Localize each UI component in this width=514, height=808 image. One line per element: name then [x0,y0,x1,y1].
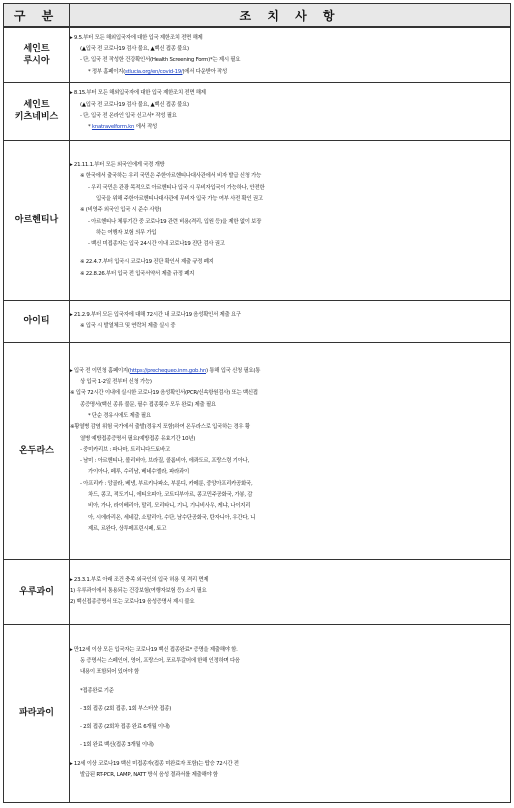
country-name-cell [4,82,70,140]
measure-line: ▸ 만12세 이상 모든 입국자는 코로나19 백신 접종완료* 증명을 제출해야 함. [70,646,238,653]
header-category: 구 분 [4,4,70,28]
measure-line: - 남미 : 아르헨티나, 볼리비아, 브라질, 콜롬비아, 에콰도르, 프랑스령 기아나, [80,458,249,465]
measure-line: ▸ 21.2.9.부터 모든 입국자에 대해 72시간 내 코로나19 음성확인서 제출 요구 [70,311,241,318]
measure-line: ※ (비영주 외국인 입국 시 준수 사항) [80,207,162,214]
website-link[interactable]: https://prechequeo.inm.gob.hn [129,367,206,374]
website-link[interactable]: knatravelform.kn [91,124,135,131]
row-saint-kitts-nevis [4,82,511,140]
measure-line: 차드, 콩고, 적도기니, 에티오피아, 코트디부아르, 콩고민주공화국, 가봉, 감 [88,492,253,499]
country-name-line: 키츠네비스 [14,112,59,122]
measure-line: * 단순 경유시에도 제출 필요 [88,412,151,419]
measures-cell [70,300,511,342]
measure-line: 제르, 르완다, 상투메프린시페, 토고 [88,525,167,532]
header-measures: 조 치 사 항 [70,4,511,28]
row-uruguay [4,559,511,624]
line-spacer [70,715,510,722]
measure-line: ▸ 입국 전 이민청 홈페이지(https://prechequeo.inm.gob.hn) 통해 입국 신청 필요(통 [70,367,261,374]
measure-line: (▲입국 전 코로나19 검사 불요, ▲백신 접종 불요) [80,101,189,108]
measure-line: - 우리 국민은 관광 목적으로 아르헨티나 입국 시 무비자입국이 가능하나, 안전한 [88,184,265,191]
country-name-line: 우루과이 [19,586,54,597]
measure-line: 발급된 RT-PCR, LAMP, NATT 방식 음성 결과서를 제출해야 함 [80,772,218,779]
measure-line: - 백신 미접종자는 입국 24시간 이내 코로나19 진단 검사 권고 [88,241,225,248]
measure-line: 열병 예방접종증명서 필요(예방접종 유효기간 10년) [80,435,196,442]
country-name-line: 루시아 [23,55,50,66]
measure-line: - 단, 입국 전 작성한 건강확인서(Health Screening Form)*는 제시 필요 [80,57,241,64]
measure-line: ※황열병 감염 위험 국가에서 출발(경유지 포함)하여 온두라스로 입국하는 경우 황 [70,424,250,431]
measure-line: ▸ 9.5.부터 모든 해외입국자에 대한 입국 제한조치 전면 해제 [70,34,203,41]
row-paraguay [4,624,511,802]
measure-line: - 아르헨티나 체류기간 중 코로나19 관련 비용(격리, 입원 등)을 제한 없이 보장 [88,218,262,225]
line-spacer [70,697,510,704]
measure-line: *접종완료 기준 [80,687,114,694]
country-name-cell [4,624,70,802]
measure-line: ※ 22.4.7.부터 입국시 코로나19 진단 확인서 제출 규정 폐지 [80,259,214,266]
row-argentina [4,140,511,300]
measure-line: - 아프리카 : 앙골라, 베냉, 부르키나파소, 부룬디, 카메룬, 중앙아프리카공화국, [80,480,253,487]
measure-line: * 정부 홈페이지(stlucia.org/en/covid-19/)에서 다운받아 작성 [88,68,227,75]
measure-line: ※ 한국에서 출국하는 우리 국민은 주한아르헨티나대사관에서 비자 발급 신청 가능 [80,173,262,180]
line-spacer [70,733,510,740]
row-saint-lucia [4,27,511,82]
measure-line: (▲입국 전 코로나19 검사 불요, ▲백신 접종 불요) [80,46,189,53]
measures-cell [70,342,511,559]
country-name-line: 파라과이 [19,708,54,718]
measure-line: ▸ 8.15.부터 모든 해외입국자에 대한 입국 제한조치 전면 해제 [70,90,206,97]
country-name-cell [4,140,70,300]
country-name-cell [4,27,70,82]
measure-line: * knatravelform.kn 에서 작성 [88,124,157,131]
measure-line: 비아, 가나, 라이베리아, 말리, 모리타니, 기니, 기니비사우, 케냐, 나이지리 [88,503,251,510]
table-header-row [4,4,511,28]
measure-line: ▸ 21.11.1.부터 모든 외국인에게 국경 개방 [70,162,165,169]
measures-cell [70,27,511,82]
measures-cell [70,140,511,300]
measure-line: 아, 시에라리온, 세네갈, 소말리아, 수단, 남수단공화국, 탄자니아, 우간다, 니 [88,514,256,521]
measure-line: - 중미카리브 : 파나마, 트리니다드토바고 [80,446,170,453]
entry-restrictions-table [3,3,511,803]
country-name-cell [4,300,70,342]
measures-cell [70,82,511,140]
measures-cell [70,624,511,802]
country-name-cell [4,342,70,559]
row-haiti [4,300,511,342]
line-spacer [70,679,510,686]
table-body [4,27,511,802]
measure-line: 동 증명서는 스페인어, 영어, 프랑스어, 포르투갈어에 한해 인정하며 다음 [80,657,240,664]
website-link[interactable]: stlucia.org/en/covid-19/ [124,68,183,75]
measures-cell [70,559,511,624]
measure-line: 종증명서(백신 종류 불문, 필수 접종횟수 모두 완료) 제출 필요 [80,401,216,408]
measure-line: 입국을 위해 주한아르헨티나대사관에 무비자 입국 가능 여부 사전 확인 권고 [96,195,263,202]
measure-line: - 1회 완료 백신(접종 3개월 이내) [80,742,154,749]
country-name-cell [4,559,70,624]
measure-line: - 2회 접종 (2회차 접종 완료 6개월 이내) [80,724,170,731]
country-name-line: 세인트 [23,43,50,54]
measure-line: ※ 22.8.26.부터 입국 전 입국서약서 제출 규정 폐지 [80,270,195,277]
measure-line: 2) 백신접종증명서 또는 코로나19 음성증명서 제시 불요 [70,599,195,606]
row-honduras [4,342,511,559]
measure-line: ※ 입국 시 발열체크 및 연락처 제출 실시 중 [80,323,176,329]
measure-line: ※ 입국 72시간 이내에 실시한 코로나19 음성확인서(PCR/신속항원검사) 또는 백신접 [70,390,258,397]
country-name-line: 세인트 [23,100,50,110]
country-name-line: 아이티 [23,316,50,326]
measure-line: 상 입국 1-2일 전부터 신청 가능) [80,379,152,386]
measure-line: ▸ 12세 이상 코로나19 백신 미접종자(접종 미완료자 포함)는 탑승 72시간 전 [70,760,239,767]
measure-line: - 3회 접종 (2회 접종, 1회 부스터샷 접종) [80,705,172,712]
measure-line: 하는 여행자 보험 의무 가입 [96,229,157,236]
line-spacer [70,250,510,257]
measure-line: 내용이 포함되어 있어야 함 [80,669,139,676]
line-spacer [70,752,510,759]
country-name-line: 온두라스 [19,445,54,456]
country-name-line: 아르헨티나 [14,215,59,225]
measure-line: ▸ 23.3.1.부로 아래 조건 충족 외국인의 입국 허용 및 격리 면제 [70,576,209,583]
measure-line: 가이아나, 페루, 수리남, 베네수엘라, 파라과이 [88,469,189,476]
measure-line: - 단, 입국 전 온라인 입국 신고서* 작성 필요 [80,113,177,119]
measure-line: 1) 우루과이에서 통용되는 건강보험(여행자보험 등) 소지 필요 [70,587,207,594]
